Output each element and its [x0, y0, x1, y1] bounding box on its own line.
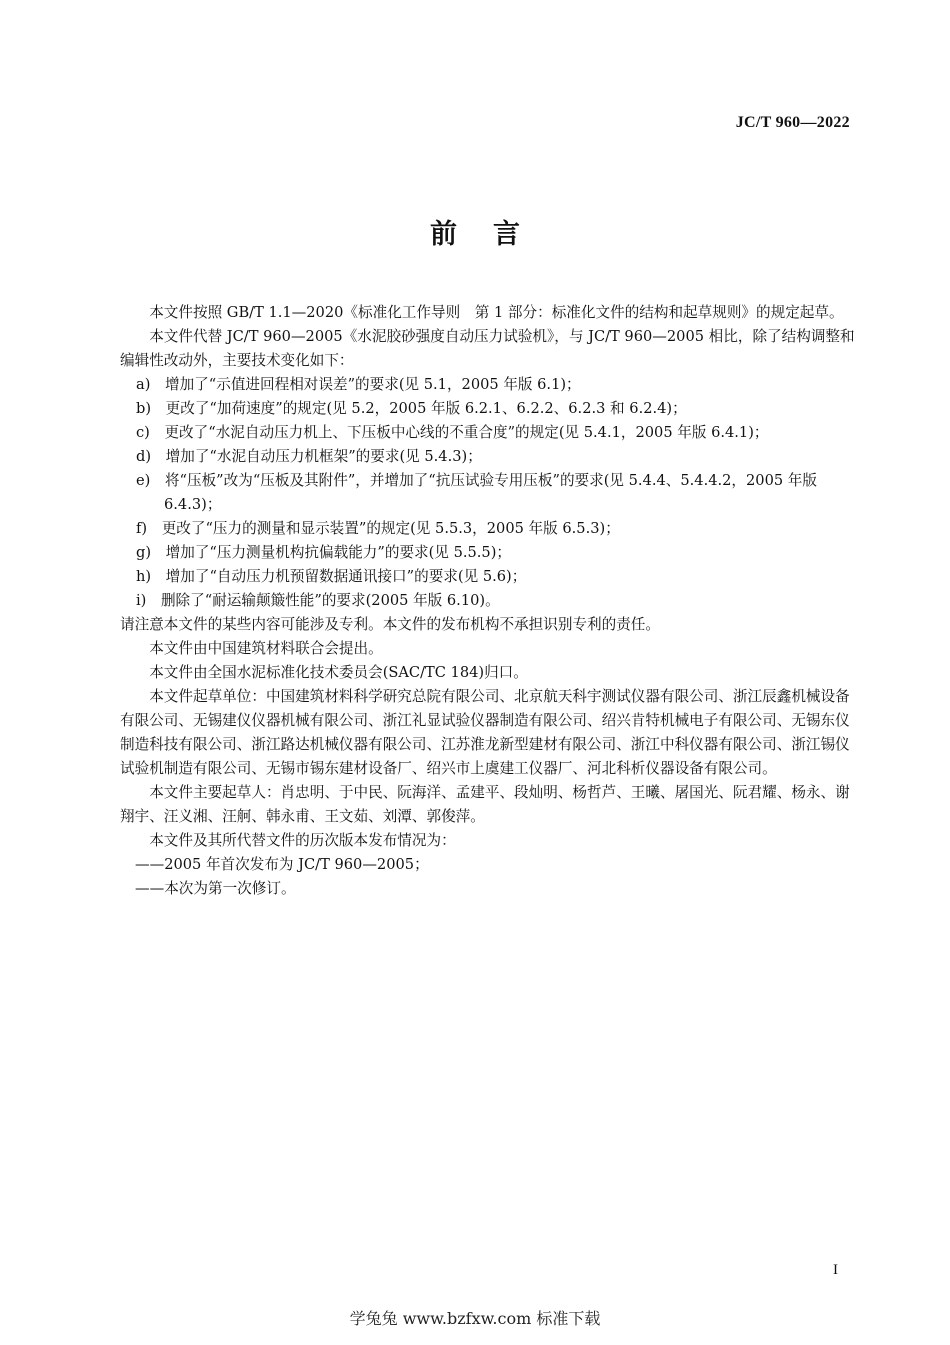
page-title: 前言: [430, 219, 556, 250]
paragraph-drafters: 本文件主要起草人：肖忠明、于中民、阮海洋、孟建平、段灿明、杨哲芦、王曦、屠国光、阮君耀、杨永、谢翔宇、汪义湘、汪舸、韩永甫、王文茹、刘潭、郭俊萍。: [120, 784, 850, 825]
change-item-a: a) 增加了“示值进回程相对误差”的要求(见 5.1，2005 年版 6.1)；: [136, 376, 581, 393]
change-item-d: d) 增加了“水泥自动压力机框架”的要求(见 5.4.3)；: [136, 448, 482, 465]
preface-body: [120, 301, 855, 901]
change-item-b: b) 更改了“加荷速度”的规定(见 5.2，2005 年版 6.2.1、6.2.2、6.2.3 和 6.2.4)；: [136, 400, 687, 417]
paragraph-history-intro: 本文件及其所代替文件的历次版本发布情况为：: [149, 832, 456, 849]
footer-watermark: 学兔兔 www.bzfxw.com 标准下载: [349, 1309, 601, 1328]
standard-code: JC/T 960—2022: [735, 114, 850, 131]
paragraph-proposer: 本文件由中国建筑材料联合会提出。: [149, 640, 383, 657]
history-item-revision: ——本次为第一次修订。: [135, 880, 296, 897]
paragraph-committee: 本文件由全国水泥标准化技术委员会(SAC/TC 184)归口。: [149, 664, 528, 681]
paragraph-drafting-rules: 本文件按照 GB/T 1.1—2020《标准化工作导则 第 1 部分：标准化文件的结构和起草规则》的规定起草。: [149, 304, 844, 321]
history-item-2005: ——2005 年首次发布为 JC/T 960—2005；: [135, 856, 429, 873]
change-item-c: c) 更改了“水泥自动压力机上、下压板中心线的不重合度”的规定(见 5.4.1，2005 年版 6.4.1)；: [136, 424, 769, 441]
change-item-i: i) 删除了“耐运输颠簸性能”的要求(2005 年版 6.10)。: [136, 592, 500, 609]
paragraph-replacement: 本文件代替 JC/T 960—2005《水泥胶砂强度自动压力试验机》，与 JC/T 960—2005 相比，除了结构调整和编辑性改动外，主要技术变化如下：: [120, 328, 855, 369]
change-item-e: e) 将“压板”改为“压板及其附件”，并增加了“抗压试验专用压板”的要求(见 5.4.4、5.4.4.2，2005 年版 6.4.3)；: [136, 472, 817, 513]
change-item-g: g) 增加了“压力测量机构抗偏载能力”的要求(见 5.5.5)；: [136, 544, 511, 561]
change-item-h: h) 增加了“自动压力机预留数据通讯接口”的要求(见 5.6)；: [136, 568, 527, 585]
page-number: I: [833, 1262, 838, 1278]
paragraph-drafting-units: 本文件起草单位：中国建筑材料科学研究总院有限公司、北京航天科宇测试仪器有限公司、浙江辰鑫机械设备有限公司、无锡建仪仪器机械有限公司、浙江礼显试验仪器制造有限公司、绍兴肯特机械电子有限公司、无锡东仪制造科技有限公司、浙江路达机械仪器有限公司、江苏淮龙新型建材有限公司、浙江中科仪器有限公司、浙江锡仪试验机制造有限公司、无锡市锡东建材设备厂、绍兴市上虞建工仪器厂、河北科析仪器设备有限公司。: [120, 688, 850, 777]
paragraph-patent-notice: 请注意本文件的某些内容可能涉及专利。本文件的发布机构不承担识别专利的责任。: [120, 616, 660, 633]
change-item-f: f) 更改了“压力的测量和显示装置”的规定(见 5.5.3，2005 年版 6.5.3)；: [136, 520, 620, 537]
